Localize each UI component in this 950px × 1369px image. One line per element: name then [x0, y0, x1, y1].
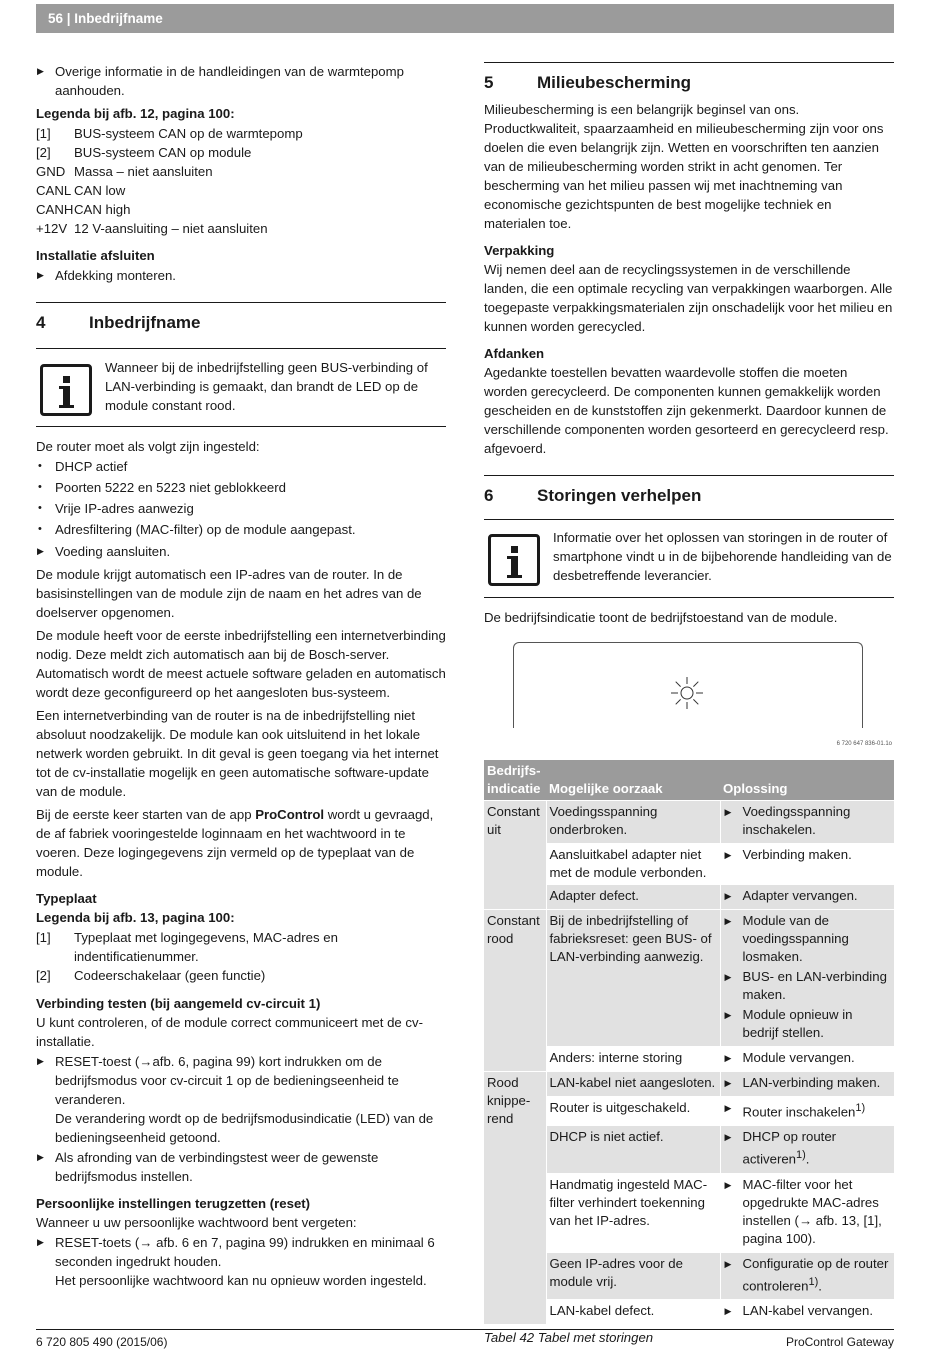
typeplaat-title: Typeplaat — [36, 891, 97, 906]
info-icon — [488, 534, 540, 586]
solution-step: ▶ Module van de voedingsspanning losmaken. — [724, 912, 892, 966]
legend-key: GND — [36, 164, 66, 179]
footer-product-name: ProControl Gateway — [785, 1335, 894, 1349]
table-row — [484, 1072, 894, 1097]
solution-step: ▶ LAN-kabel vervangen. — [724, 1302, 892, 1320]
cause-cell: Router is uitgeschakeld. — [546, 1097, 720, 1126]
info-text: Informatie over het oplossen van storingen in de router of smartphone vindt u in de bijbehorende handleiding van de desbetreffende leverancier. — [553, 530, 892, 583]
test-step-1 — [36, 1052, 446, 1147]
solution-cell — [720, 1300, 894, 1325]
footer-divider — [36, 1329, 894, 1330]
header-text: indicatie — [487, 781, 541, 796]
solution-step — [724, 1128, 892, 1168]
list-item: • Poorten 5222 en 5223 niet geblokkeerd — [36, 478, 446, 497]
cause-cell: DHCP is niet actief. — [546, 1126, 720, 1173]
cause-cell: Adapter defect. — [546, 885, 720, 910]
section-5-heading — [484, 62, 894, 100]
solution-cell — [720, 801, 894, 844]
table-row — [484, 885, 894, 910]
solution-cell — [720, 1047, 894, 1072]
legend-value: BUS-systeem CAN op de warmtepomp — [74, 126, 303, 141]
left-column — [36, 62, 446, 1290]
paragraph: De bedrijfsindicatie toont de bedrijfstoestand van de module. — [484, 610, 838, 625]
table-row — [484, 801, 894, 844]
solution-step: ▶ Module vervangen. — [724, 1049, 892, 1067]
indicatie-cell: Constant uit — [484, 801, 546, 910]
table-row — [484, 1300, 894, 1325]
legend-key: [2] — [36, 968, 51, 983]
router-settings-list — [36, 457, 446, 539]
cause-cell: Geen IP-adres voor de module vrij. — [546, 1252, 720, 1299]
solution-cell — [720, 910, 894, 1047]
legend-key: [2] — [36, 145, 51, 160]
solution-text: Router inschakelen — [742, 1104, 856, 1120]
footnote-mark: 1) — [855, 1102, 866, 1114]
solution-cell — [720, 1173, 894, 1252]
list-item: • DHCP actief — [36, 457, 446, 476]
figure-code: 6 720 647 836-01.1o — [836, 741, 892, 747]
solution-step: ▶ Verbinding maken. — [724, 846, 892, 864]
legend-item — [36, 966, 446, 985]
led-blinking-icon — [667, 673, 707, 713]
table-row — [484, 1252, 894, 1299]
table-header-row — [484, 760, 894, 801]
troubleshooting-table — [484, 760, 894, 1324]
section-number: 5 — [484, 73, 494, 92]
solution-text: DHCP op router activeren — [742, 1129, 837, 1167]
install-title: Installatie afsluiten — [36, 248, 155, 263]
table-row — [484, 1097, 894, 1126]
legend-item — [36, 181, 446, 200]
paragraph: De module heeft voor de eerste inbedrijfstelling een internetverbinding nodig. Deze meldt zich automatisch aan bij de Bosch-server. Automatisch wordt de meest actuele software geladen en automatisch wordt deze geconfigureerd op het aangesloten bus-systeem. — [36, 628, 446, 700]
legend12-list — [36, 124, 446, 238]
solution-step — [724, 1255, 892, 1295]
table-caption: Tabel 42 Tabel met storingen — [484, 1330, 654, 1346]
indicatie-cell: Rood knippe-rend — [484, 1072, 546, 1325]
legend-key: [1] — [36, 930, 51, 945]
footer-doc-number: 6 720 805 490 (2015/06) — [36, 1335, 168, 1349]
cause-cell: Voedingsspanning onderbroken. — [546, 801, 720, 844]
table-row — [484, 844, 894, 885]
app-name: ProControl — [255, 807, 325, 822]
section-number: 4 — [36, 313, 46, 332]
legend-value: 12 V-aansluiting – niet aansluiten — [74, 221, 268, 236]
col-header-oorzaak: Mogelijke oorzaak — [546, 760, 720, 801]
period: . — [818, 1278, 822, 1294]
cause-cell: Anders: interne storing — [546, 1047, 720, 1072]
info-text: Wanneer bij de inbedrijfstelling geen BUS-verbinding of LAN-verbinding is gemaakt, dan brandt de LED op de module constant rood. — [105, 360, 428, 413]
header-text: Bedrijfs- — [487, 763, 541, 778]
legend12-title: Legenda bij afb. 12, pagina 100: — [36, 106, 235, 121]
step-result: De verandering wordt op de bedrijfsmodusindicatie (LED) van de bedieningseenheid getoond. — [55, 1111, 434, 1145]
legend-value: Typeplaat met logingegevens, MAC-adres en indentificatienummer. — [74, 930, 338, 964]
page-header: 56 | Inbedrijfname — [36, 4, 894, 33]
solution-step: ▶ Adapter vervangen. — [724, 887, 892, 905]
cause-cell: Handmatig ingesteld MAC-filter verhindert toekenning van het IP-adres. — [546, 1173, 720, 1252]
info-box-section4 — [36, 348, 446, 427]
footnote-mark: 1) — [796, 1149, 806, 1162]
afdanken-title: Afdanken — [484, 346, 545, 361]
solution-cell — [720, 885, 894, 910]
reset-step — [36, 1233, 446, 1290]
legend-value: CAN high — [74, 202, 131, 217]
solution-cell — [720, 1072, 894, 1097]
footnote-mark: 1) — [808, 1275, 819, 1288]
router-intro: De router moet als volgt zijn ingesteld: — [36, 439, 260, 454]
legend-key: [1] — [36, 126, 51, 141]
col-header-indicatie — [484, 760, 546, 801]
legend-value: Massa – niet aansluiten — [74, 164, 213, 179]
text-span: wordt u gevraagd, de af fabriek vooringestelde loginnaam en het wachtwoord in te voeren. Deze logingegevens zijn vermeld op de typeplaat van de module. — [36, 807, 434, 879]
module-led-figure — [484, 633, 894, 748]
verpakking-title: Verpakking — [484, 243, 555, 258]
legend-key: +12V — [36, 221, 68, 236]
legend-value: CAN low — [74, 183, 126, 198]
legend-key: CANH — [36, 202, 74, 217]
legend-item — [36, 928, 446, 966]
col-header-oplossing: Oplossing — [720, 760, 894, 801]
cause-cell: LAN-kabel niet aangesloten. — [546, 1072, 720, 1097]
legend-value: Codeerschakelaar (geen functie) — [74, 968, 266, 983]
info-box-section6 — [484, 519, 894, 598]
solution-cell — [720, 1097, 894, 1126]
solution-step: ▶ LAN-verbinding maken. — [724, 1074, 892, 1092]
section-title: Storingen verhelpen — [537, 486, 702, 505]
reset-intro: Wanneer u uw persoonlijke wachtwoord bent vergeten: — [36, 1215, 357, 1230]
test-title: Verbinding testen (bij aangemeld cv-circuit 1) — [36, 996, 321, 1011]
test-step-2: ▶ Als afronding van de verbindingstest weer de gewenste bedrijfsmodus instellen. — [36, 1148, 446, 1186]
solution-step: ▶ Voedingsspanning inschakelen. — [724, 803, 892, 839]
period: . — [805, 1151, 810, 1167]
intro-step: ▶ Overige informatie in de handleidingen van de warmtepomp aanhouden. — [36, 62, 446, 100]
indicatie-cell: Constant rood — [484, 910, 546, 1072]
info-icon — [40, 364, 92, 416]
section-6-heading — [484, 475, 894, 517]
solution-step — [724, 1099, 892, 1121]
legend-item — [36, 162, 446, 181]
paragraph: Milieubescherming is een belangrijk beginsel van ons. Productkwaliteit, spaarzaamheid en milieubescherming zijn voor ons doelen die even belangrijk zijn. Wetten en voorschriften ten aanzien van de milieubescherming worden strikt in acht genomen. Ter bescherming van het milieu passen wij met inachtneming van economische gezichtspunten de best mogelijke techniek en materialen toe. — [484, 102, 884, 231]
section-title: Milieubescherming — [537, 73, 691, 92]
table-row — [484, 910, 894, 1047]
legend-value: BUS-systeem CAN op module — [74, 145, 252, 160]
power-step: ▶ Voeding aansluiten. — [36, 542, 446, 561]
solution-step: ▶ MAC-filter voor het opgedrukte MAC-adres instellen (→ afb. 13, [1], pagina 100). — [724, 1176, 892, 1248]
legend-item — [36, 143, 446, 162]
step-text: ▶ RESET-toets (→ afb. 6 en 7, pagina 99) indrukken en minimaal 6 seconden ingedrukt houden. — [55, 1235, 435, 1269]
solution-cell — [720, 1126, 894, 1173]
legend13-list — [36, 928, 446, 985]
right-column — [484, 62, 894, 1351]
paragraph: Een internetverbinding van de router is na de inbedrijfstelling niet absoluut noodzakelijk. De module kan ook uitsluitend in het lokale netwerk worden gebruikt. In dit geval is geen toegang via het internet tot de cv-installatie mogelijk en geen automatische software-update van de module. — [36, 708, 439, 799]
cause-cell: Bij de inbedrijfstelling of fabrieksreset: geen BUS- of LAN-verbinding aanwezig. — [546, 910, 720, 1047]
section-title: Inbedrijfname — [89, 313, 201, 332]
step-text: ▶ RESET-toest (→afb. 6, pagina 99) kort indrukken om de bedrijfsmodus voor cv-circuit 1 op de bedieningseenheid te veranderen. — [55, 1054, 399, 1107]
legend-key: CANL — [36, 183, 72, 198]
list-item: • Adresfiltering (MAC-filter) op de module aangepast. — [36, 520, 446, 539]
table-row — [484, 1173, 894, 1252]
paragraph: Wij nemen deel aan de recyclingssystemen in de verschillende landen, die een optimale recycling van verpakkingen waarborgen. Alle toegepaste verpakkingsmaterialen zijn onschadelijk voor het milieu en kunnen worden gerecycled. — [484, 262, 893, 334]
install-step: ▶ Afdekking monteren. — [36, 266, 446, 285]
solution-step: ▶ BUS- en LAN-verbinding maken. — [724, 968, 892, 1004]
paragraph: De module krijgt automatisch een IP-adres van de router. In de basisinstellingen van de module zijn de naam en het adres van de doelserver opgenomen. — [36, 567, 422, 620]
cause-cell: LAN-kabel defect. — [546, 1300, 720, 1325]
test-intro: U kunt controleren, of de module correct communiceert met de cv-installatie. — [36, 1015, 423, 1049]
legend13-title: Legenda bij afb. 13, pagina 100: — [36, 910, 235, 925]
solution-step: ▶ Module opnieuw in bedrijf stellen. — [724, 1006, 892, 1042]
paragraph — [36, 805, 446, 881]
reset-title: Persoonlijke instellingen terugzetten (reset) — [36, 1196, 311, 1211]
list-item: • Vrije IP-adres aanwezig — [36, 499, 446, 518]
legend-item — [36, 219, 446, 238]
legend-item — [36, 124, 446, 143]
legend-item — [36, 200, 446, 219]
table-row — [484, 1047, 894, 1072]
paragraph: Agedankte toestellen bevatten waardevolle stoffen die moeten worden gerecycleerd. De componenten kunnen gemakkelijk worden gescheiden en de kunststoffen zijn gekenmerkt. Daardoor kunnen de verschillende componenten worden gesorteerd en gerecycleerd resp. afgevoerd. — [484, 365, 889, 456]
solution-cell — [720, 844, 894, 885]
section-4-heading — [36, 302, 446, 346]
solution-text: Configuratie op de router controleren — [742, 1255, 889, 1294]
table-row — [484, 1126, 894, 1173]
solution-cell — [720, 1252, 894, 1299]
section-number: 6 — [484, 486, 494, 505]
text-span: Bij de eerste keer starten van de app — [36, 807, 256, 822]
step-result: Het persoonlijke wachtwoord kan nu opnieuw worden ingesteld. — [55, 1273, 427, 1288]
cause-cell: Aansluitkabel adapter niet met de module verbonden. — [546, 844, 720, 885]
